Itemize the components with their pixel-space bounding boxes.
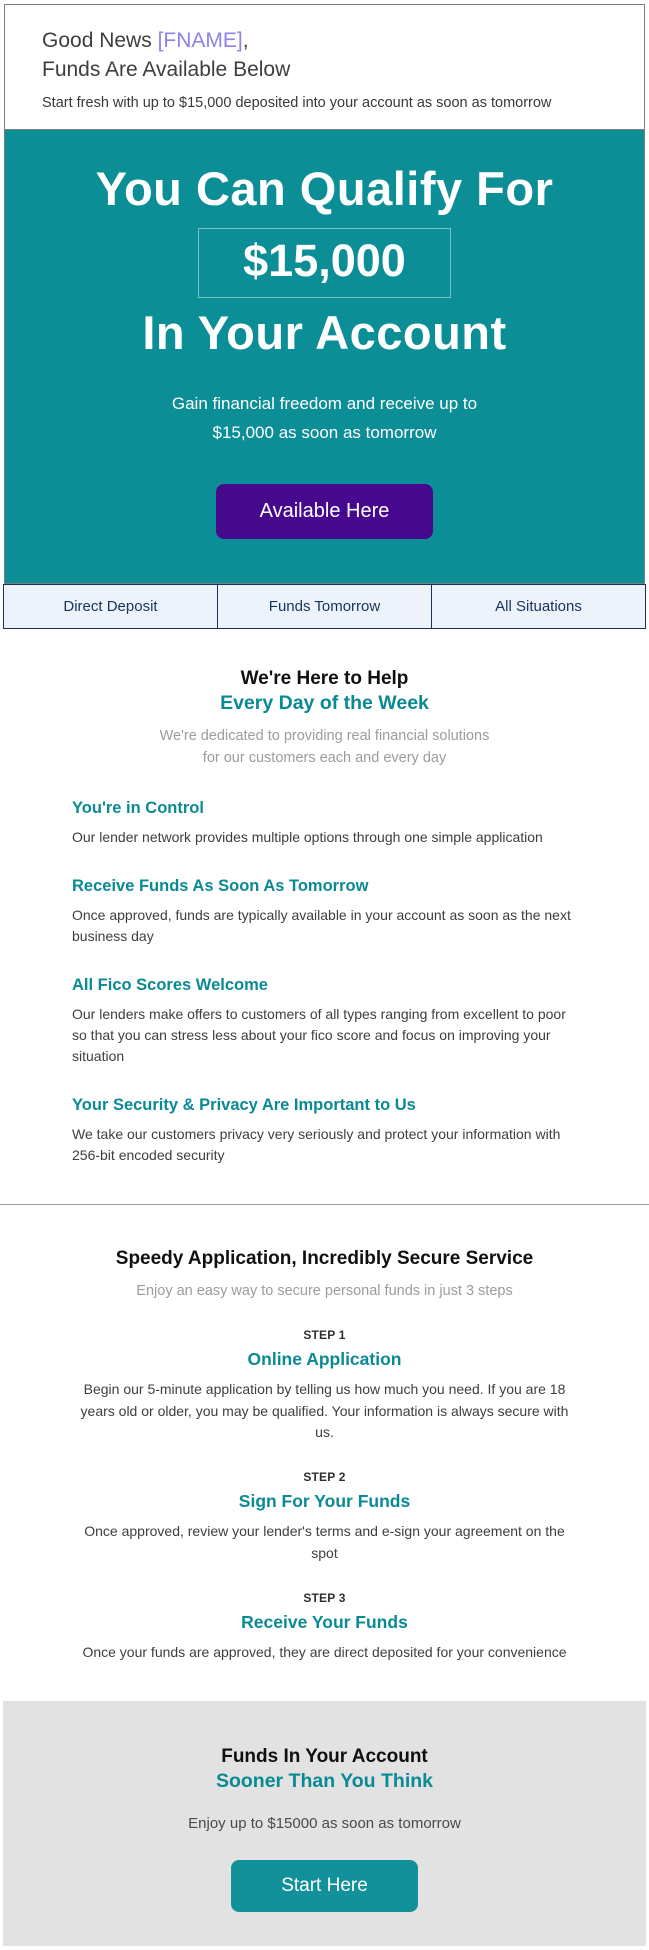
help-subtitle-line2: for our customers each and every day xyxy=(202,750,447,767)
step-body: Once approved, review your lender's terms and e-sign your agreement on the spot xyxy=(84,1523,565,1561)
feature-body: Our lender network provides multiple options through one simple application xyxy=(72,828,543,845)
amount-text: $15,000 xyxy=(243,234,406,286)
header-subtitle: Funds Are Available Below xyxy=(42,57,291,81)
step-body: Begin our 5-minute application by telling us how much you need. If you are 18 years old or older, you may be qualified. Your information is always secure with us. xyxy=(80,1381,569,1441)
start-here-button[interactable]: Start Here xyxy=(231,1860,418,1912)
step-1 xyxy=(0,1328,649,1444)
tab-funds-tomorrow: Funds Tomorrow xyxy=(218,585,432,628)
step-3 xyxy=(0,1591,649,1664)
feature-heading: Receive Funds As Soon As Tomorrow xyxy=(72,876,369,895)
step-label: STEP 3 xyxy=(303,1590,346,1605)
hero-subtitle-line2: $15,000 as soon as tomorrow xyxy=(212,422,437,442)
step-2 xyxy=(0,1470,649,1564)
email-body xyxy=(0,4,649,1946)
amount-box xyxy=(198,228,451,298)
feature-fico-scores xyxy=(0,976,649,1067)
step-body: Once your funds are approved, they are direct deposited for your convenience xyxy=(82,1643,567,1660)
footer-section xyxy=(3,1701,646,1945)
tab-direct-deposit: Direct Deposit xyxy=(4,585,218,628)
step-label: STEP 2 xyxy=(303,1470,346,1485)
available-here-button[interactable]: Available Here xyxy=(216,484,434,539)
greeting-line xyxy=(42,27,614,56)
feature-heading: You're in Control xyxy=(72,798,204,817)
hero-title-line2: In Your Account xyxy=(142,305,507,359)
tab-all-situations: All Situations xyxy=(495,597,582,615)
fname-token: [FNAME] xyxy=(157,29,243,52)
feature-body: Once approved, funds are typically available in your account as soon as the next business day xyxy=(72,906,571,944)
footer-title-accent: Sooner Than You Think xyxy=(215,1769,434,1792)
help-title-accent: Every Day of the Week xyxy=(220,691,429,714)
hero-title-line1: You Can Qualify For xyxy=(95,161,554,215)
greeting-comma: , xyxy=(242,29,249,52)
step-heading: Receive Your Funds xyxy=(241,1611,408,1632)
footer-title: Funds In Your Account xyxy=(221,1746,428,1768)
footer-subtitle: Enjoy up to $15000 as soon as tomorrow xyxy=(188,1815,461,1833)
steps-section xyxy=(0,1205,649,1663)
step-heading: Online Application xyxy=(247,1349,402,1370)
feature-body: Our lenders make offers to customers of all types ranging from excellent to poor so that you can stress less about your fico score and focus on improving your situation xyxy=(72,1005,566,1064)
feature-security-privacy xyxy=(0,1096,649,1166)
help-subtitle-line1: We're dedicated to providing real financial solutions xyxy=(159,727,490,744)
step-label: STEP 1 xyxy=(303,1328,346,1343)
header-tagline: Start fresh with up to $15,000 deposited into your account as soon as tomorrow xyxy=(42,94,552,111)
hero-subtitle xyxy=(15,390,634,448)
feature-youre-in-control xyxy=(0,799,649,848)
step-heading: Sign For Your Funds xyxy=(238,1491,411,1512)
greeting-prefix: Good News xyxy=(42,29,158,52)
hero-section xyxy=(4,130,645,584)
feature-heading: All Fico Scores Welcome xyxy=(72,975,268,994)
hero-subtitle-line1: Gain financial freedom and receive up to xyxy=(171,394,478,414)
steps-subtitle: Enjoy an easy way to secure personal funds in just 3 steps xyxy=(136,1282,513,1299)
help-section xyxy=(0,629,649,1166)
header-card xyxy=(4,4,645,130)
feature-body: We take our customers privacy very seriously and protect your information with 256-bit encoded security xyxy=(72,1125,561,1163)
help-title: We're Here to Help xyxy=(240,667,409,689)
feature-heading: Your Security & Privacy Are Important to Us xyxy=(72,1095,416,1114)
feature-receive-funds xyxy=(0,877,649,947)
steps-title: Speedy Application, Incredibly Secure Service xyxy=(115,1247,534,1269)
help-subtitle xyxy=(0,725,649,770)
feature-tab-bar xyxy=(3,584,646,629)
